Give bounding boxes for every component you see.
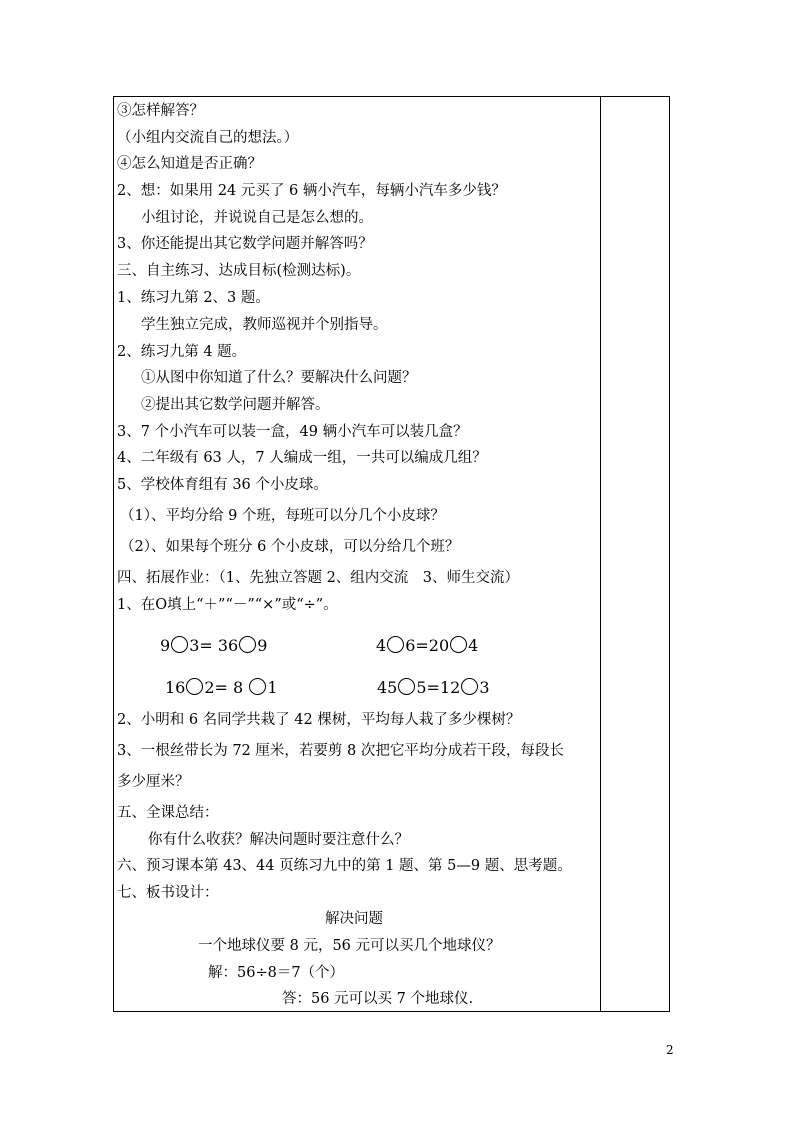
text-line: ②提出其它数学问题并解答。 bbox=[141, 397, 330, 413]
text-line: （小组内交流自己的想法。） bbox=[117, 130, 299, 146]
section-heading: 五、全课总结： bbox=[117, 805, 219, 821]
math-number: 4 bbox=[376, 636, 387, 655]
math-number: 6=20 bbox=[405, 636, 450, 655]
math-number: 45 bbox=[377, 678, 398, 697]
text-line: 2、练习九第 4 题。 bbox=[117, 344, 247, 360]
text-line: 1、练习九第 2、3 题。 bbox=[117, 290, 270, 306]
math-number: 9 bbox=[160, 636, 171, 655]
text-line: 4、二年级有 63 人，7 人编成一组，一共可以编成几组？ bbox=[117, 450, 487, 466]
text-line: 3、你还能提出其它数学问题并解答吗？ bbox=[117, 236, 373, 252]
section-heading: 六、预习课本第 43、44 页练习九中的第 1 题、第 5—9 题、思考题。 bbox=[117, 858, 572, 874]
blank-circle[interactable] bbox=[249, 678, 266, 695]
text-line: 2、想：如果用 24 元买了 6 辆小汽车，每辆小汽车多少钱？ bbox=[117, 183, 506, 199]
math-number: 5=12 bbox=[416, 678, 461, 697]
blank-circle[interactable] bbox=[186, 678, 203, 695]
math-number: 16 bbox=[165, 678, 186, 697]
math-number: 36 bbox=[217, 636, 239, 655]
text-line: 5、学校体育组有 36 个小皮球。 bbox=[117, 477, 328, 493]
text-line: ①从图中你知道了什么？要解决什么问题？ bbox=[141, 370, 417, 386]
math-number: 9 bbox=[257, 636, 268, 655]
blank-circle[interactable] bbox=[450, 636, 467, 653]
board-problem: 一个地球仪要 8 元，56 元可以买几个地球仪？ bbox=[198, 938, 501, 954]
math-number: 2= bbox=[204, 678, 228, 697]
math-number: 8 bbox=[233, 678, 244, 697]
blank-circle[interactable] bbox=[239, 636, 256, 653]
column-divider bbox=[600, 97, 601, 1011]
blank-circle[interactable] bbox=[398, 678, 415, 695]
math-problem-2 bbox=[376, 636, 478, 656]
board-solution: 解：56÷8＝7（个） bbox=[208, 965, 345, 981]
text-line: 2、小明和 6 名同学共栽了 42 棵树，平均每人栽了多少棵树？ bbox=[117, 712, 521, 728]
text-line: 你有什么收获？解决问题时要注意什么？ bbox=[148, 832, 409, 848]
blank-circle[interactable] bbox=[171, 636, 188, 653]
text-line: 小组讨论，并说说自己是怎么想的。 bbox=[141, 210, 373, 226]
board-title: 解决问题 bbox=[325, 911, 383, 927]
page-number: 2 bbox=[666, 1043, 674, 1057]
section-heading: 四、拓展作业：（1、先独立答题 2、组内交流 3、师生交流） bbox=[117, 570, 520, 586]
text-line: 学生独立完成，教师巡视并个别指导。 bbox=[141, 317, 388, 333]
text-line: （2）、如果每个班分 6 个小皮球，可以分给几个班？ bbox=[120, 539, 460, 555]
section-heading: 七、板书设计： bbox=[117, 885, 219, 901]
math-number: 1 bbox=[267, 678, 278, 697]
blank-circle[interactable] bbox=[387, 636, 404, 653]
math-problem-1 bbox=[160, 636, 267, 656]
math-problem-4 bbox=[377, 678, 490, 698]
text-line: ③怎样解答？ bbox=[117, 103, 204, 119]
math-number: 3 bbox=[479, 678, 490, 697]
math-number: 3= bbox=[189, 636, 213, 655]
text-line: ④怎么知道是否正确？ bbox=[117, 156, 262, 172]
text-line: 3、7 个小汽车可以装一盒，49 辆小汽车可以装几盒？ bbox=[117, 424, 468, 440]
text-line: 多少厘米？ bbox=[117, 774, 190, 790]
blank-circle[interactable] bbox=[461, 678, 478, 695]
text-line: 1、在O填上“＋”“－”“×”或“÷”。 bbox=[117, 597, 338, 613]
text-line: 3、一根丝带长为 72 厘米，若要剪 8 次把它平均分成若干段，每段长 bbox=[117, 743, 564, 759]
math-number: 4 bbox=[468, 636, 479, 655]
board-answer: 答：56 元可以买 7 个地球仪. bbox=[282, 991, 474, 1007]
math-problem-3 bbox=[165, 678, 278, 698]
text-line: （1）、平均分给 9 个班，每班可以分几个小皮球？ bbox=[120, 508, 445, 524]
section-heading: 三、自主练习、达成目标(检测达标)。 bbox=[117, 263, 361, 279]
